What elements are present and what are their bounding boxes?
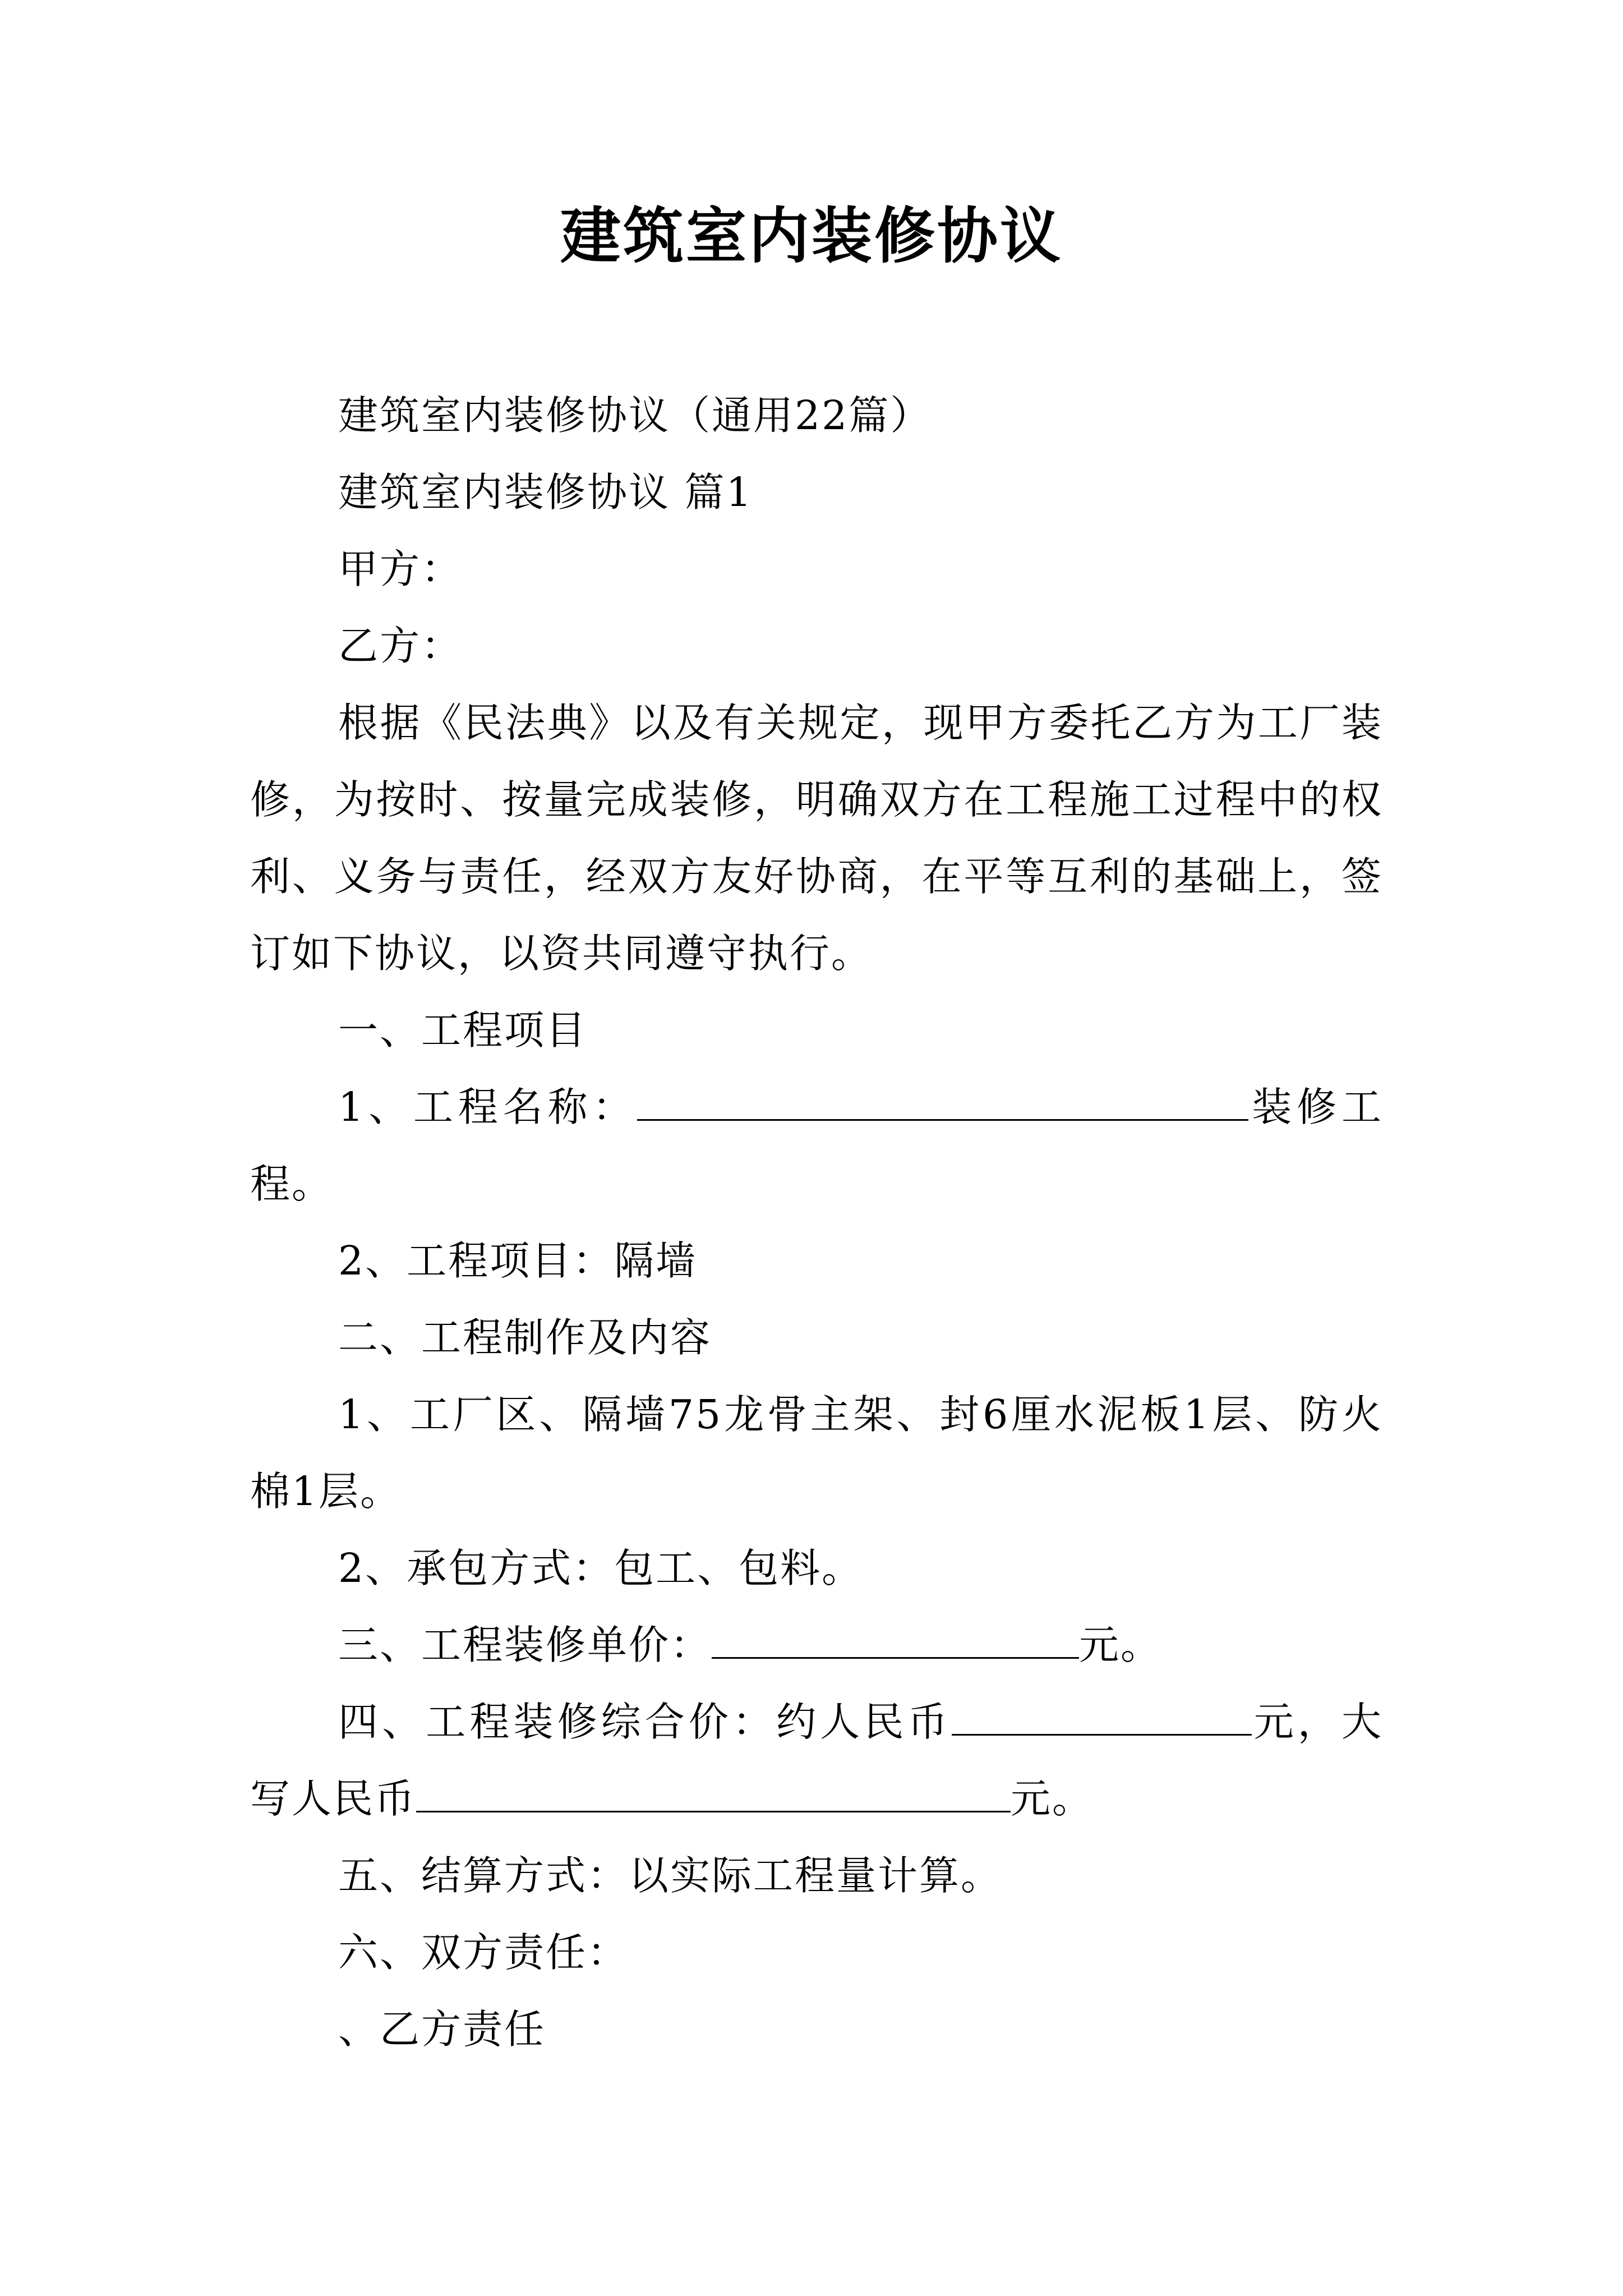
project-name-label: 1、工程名称： xyxy=(338,1084,638,1130)
total-price-words-blank xyxy=(416,1776,1011,1812)
total-price-middle: 元，大写人民币 xyxy=(250,1699,1383,1822)
unit-price-suffix: 元。 xyxy=(1079,1622,1163,1668)
total-price-suffix: 元。 xyxy=(1011,1775,1094,1822)
project-name-suffix: 装修工程。 xyxy=(250,1084,1383,1207)
paragraph-contract-mode: 2、承包方式：包工、包料。 xyxy=(338,1545,864,1591)
total-price-label: 四、工程装修综合价：约人民币 xyxy=(338,1699,952,1745)
paragraph-party-b-duty: 、乙方责任 xyxy=(338,2006,546,2053)
paragraph-work-content: 1、工厂区、隔墙75龙骨主架、封6厘水泥板1层、防火棉1层。 xyxy=(250,1391,1383,1515)
paragraph-section-2: 二、工程制作及内容 xyxy=(338,1314,712,1361)
paragraph-subtitle: 建筑室内装修协议（通用22篇） xyxy=(338,392,932,439)
paragraph-section-1: 一、工程项目 xyxy=(338,1007,588,1053)
paragraph-project-name xyxy=(250,1069,1383,1222)
project-name-blank xyxy=(637,1084,1248,1121)
paragraph-unit-price xyxy=(250,1607,1383,1683)
paragraph-party-b: 乙方： xyxy=(338,623,463,669)
paragraph-project-item: 2、工程项目：隔墙 xyxy=(338,1237,698,1284)
paragraph-section-6: 六、双方责任： xyxy=(338,1929,629,1976)
unit-price-label: 三、工程装修单价： xyxy=(338,1622,712,1668)
paragraph-settlement: 五、结算方式：以实际工程量计算。 xyxy=(338,1852,1003,1899)
document-title: 建筑室内装修协议 xyxy=(560,201,1063,272)
total-price-blank xyxy=(952,1699,1252,1736)
paragraph-chapter-heading: 建筑室内装修协议 篇1 xyxy=(338,469,753,516)
paragraph-preamble: 根据《民法典》以及有关规定，现甲方委托乙方为工厂装修，为按时、按量完成装修，明确双方在工程施工过程中的权利、义务与责任，经双方友好协商，在平等互利的基础上，签订如下协议，以资共同遵守执行。 xyxy=(250,700,1383,977)
document-body xyxy=(250,377,1383,2068)
unit-price-blank xyxy=(712,1622,1079,1659)
paragraph-party-a: 甲方： xyxy=(338,546,463,592)
paragraph-total-price xyxy=(250,1683,1383,1837)
